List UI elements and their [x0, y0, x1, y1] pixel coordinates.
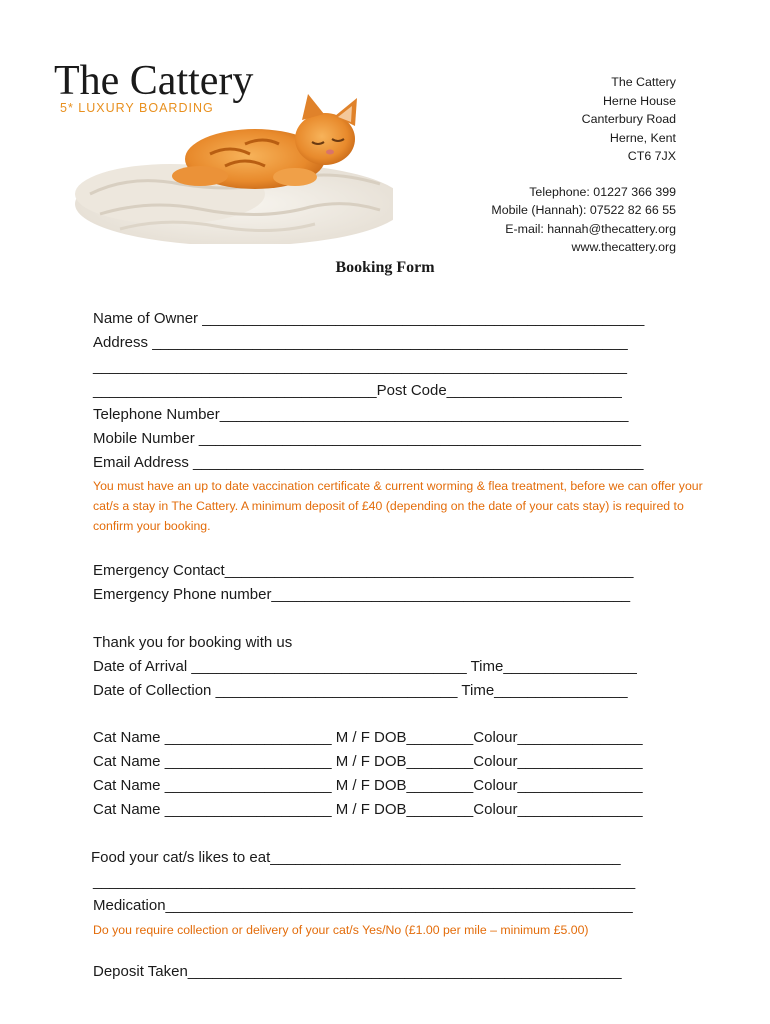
mobile-text: Mobile (Hannah): 07522 82 66 55: [491, 203, 676, 217]
address-line: Herne, Kent: [609, 130, 676, 145]
address-line: The Cattery: [611, 75, 676, 89]
cat-row-2[interactable]: Cat Name ____________________ M / F DOB________Colour_______________: [93, 753, 643, 770]
mobile-field[interactable]: Mobile Number _____________________________________________________: [93, 430, 642, 447]
logo-graphic: [50, 44, 393, 244]
collection-delivery-note: Do you require collection or delivery of your cat/s Yes/No (£1.00 per mile – minimum £5.00): [93, 923, 589, 937]
deposit-taken-field[interactable]: Deposit Taken____________________________________________________: [93, 963, 622, 980]
arrival-date-field[interactable]: Date of Arrival _________________________________ Time________________: [93, 658, 637, 675]
medication-field[interactable]: Medication________________________________________________________: [93, 897, 633, 914]
address-field[interactable]: Address _________________________________________________________: [93, 334, 628, 351]
booking-form: [93, 307, 713, 984]
logo-tagline: 5* LUXURY BOARDING: [60, 101, 214, 115]
cat-row-3[interactable]: Cat Name ____________________ M / F DOB________Colour_______________: [93, 777, 643, 794]
address-postcode: CT6 7JX: [627, 149, 676, 163]
telephone-field[interactable]: Telephone Number_________________________________________________: [93, 406, 629, 423]
thank-you-text: Thank you for booking with us: [93, 634, 293, 651]
email-text: E-mail: hannah@thecattery.org: [505, 221, 676, 236]
cat-row-4[interactable]: Cat Name ____________________ M / F DOB________Colour_______________: [93, 801, 643, 818]
address-line-2-field[interactable]: ________________________________________________________________: [93, 358, 627, 375]
address-spacer: [491, 166, 676, 183]
emergency-phone-field[interactable]: Emergency Phone number___________________________________________: [93, 586, 631, 603]
website-text: www.thecattery.org: [571, 240, 676, 254]
address-line: Herne House: [602, 93, 676, 108]
contact-address-block: [491, 73, 676, 257]
cat-row-1[interactable]: Cat Name ____________________ M / F DOB________Colour_______________: [93, 729, 643, 746]
address-line: Canterbury Road: [581, 112, 676, 126]
vaccination-note: You must have an up to date vaccination certificate & current worming & flea treatment, before we can offer your cat/s a stay in The Cattery. A minimum deposit of £40 (depending on the date of your cats stay) is required to confirm your booking.: [93, 479, 703, 533]
postcode-field[interactable]: __________________________________Post Code_____________________: [93, 382, 622, 399]
food-extra-line[interactable]: _________________________________________________________________: [93, 873, 636, 890]
food-likes-field[interactable]: Food your cat/s likes to eat__________________________________________: [91, 849, 621, 866]
logo-title: The Cattery: [54, 58, 254, 104]
email-field[interactable]: Email Address ______________________________________________________: [93, 454, 644, 471]
telephone-text: Telephone: 01227 366 399: [529, 184, 676, 199]
owner-name-field[interactable]: Name of Owner _____________________________________________________: [93, 310, 645, 327]
cattery-logo: [50, 44, 393, 244]
form-title: Booking Form: [335, 259, 435, 276]
emergency-contact-field[interactable]: Emergency Contact_________________________________________________: [93, 562, 634, 579]
collection-date-field[interactable]: Date of Collection _____________________________ Time________________: [93, 682, 628, 699]
